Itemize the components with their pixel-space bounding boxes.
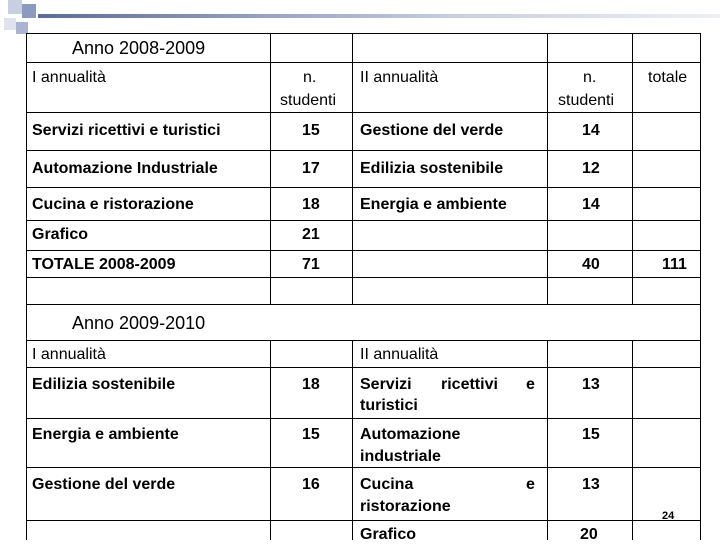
table-cell: Energia e ambiente <box>32 426 179 443</box>
table-cell: Servizi <box>360 376 412 393</box>
table-cell: Grafico <box>360 526 417 543</box>
table-cell: e <box>526 476 535 493</box>
table-cell: industriale <box>360 448 441 465</box>
table-cell: 15 <box>582 426 600 443</box>
table-cell: 20 <box>580 526 598 543</box>
header-totale: totale <box>648 69 688 86</box>
table-cell: Servizi ricettivi e turistici <box>32 122 221 139</box>
table-total-label: TOTALE 2008-2009 <box>32 256 176 273</box>
table-cell: 14 <box>582 122 600 139</box>
header-n-studenti-2b: studenti <box>558 92 615 109</box>
table-cell: 17 <box>302 160 320 177</box>
table-total-ii: 40 <box>582 256 600 273</box>
table-total-all: 111 <box>662 256 687 273</box>
table-cell: Energia e ambiente <box>360 196 507 213</box>
table1-title: Anno 2008-2009 <box>72 38 206 58</box>
table-cell: e <box>526 376 535 393</box>
header-i-annualita: I annualità <box>32 69 106 86</box>
header-n-studenti-1a: n. <box>303 69 317 86</box>
table-cell: ricettivi <box>441 376 498 393</box>
table-total-i: 71 <box>302 256 320 273</box>
table2-title: Anno 2009-2010 <box>72 313 206 333</box>
header-i-annualita-2: I annualità <box>32 346 106 363</box>
header-ii-annualita: II annualità <box>360 69 439 86</box>
table-cell: ristorazione <box>360 498 451 515</box>
header-n-studenti-2a: n. <box>583 69 597 86</box>
table-cell: 15 <box>302 426 320 443</box>
table-cell: Gestione del verde <box>360 122 504 139</box>
table-cell: 18 <box>302 376 320 393</box>
table-cell: turistici <box>360 397 418 414</box>
table-cell: Gestione del verde <box>32 476 176 493</box>
table-cell: Grafico <box>32 226 89 243</box>
table-cell: 12 <box>582 160 600 177</box>
table-cell: 15 <box>302 122 320 139</box>
table-cell: Edilizia sostenibile <box>360 160 504 177</box>
table-cell: Automazione <box>360 426 461 443</box>
table-cell: 13 <box>582 476 600 493</box>
page-number: 24 <box>662 510 675 522</box>
header-ii-annualita-2: II annualità <box>360 346 439 363</box>
header-n-studenti-1b: studenti <box>280 92 337 109</box>
table-cell: 14 <box>582 196 600 213</box>
table-cell: Automazione Industriale <box>32 160 218 177</box>
table-cell: 13 <box>582 376 600 393</box>
table-cell: Cucina <box>360 476 414 493</box>
table-cell: Cucina e ristorazione <box>32 196 194 213</box>
table-cell: 18 <box>302 196 320 213</box>
table-cell: 16 <box>302 476 320 493</box>
header-gradient-bar <box>38 14 720 18</box>
table-cell: 21 <box>302 226 320 243</box>
table-cell: Edilizia sostenibile <box>32 376 176 393</box>
